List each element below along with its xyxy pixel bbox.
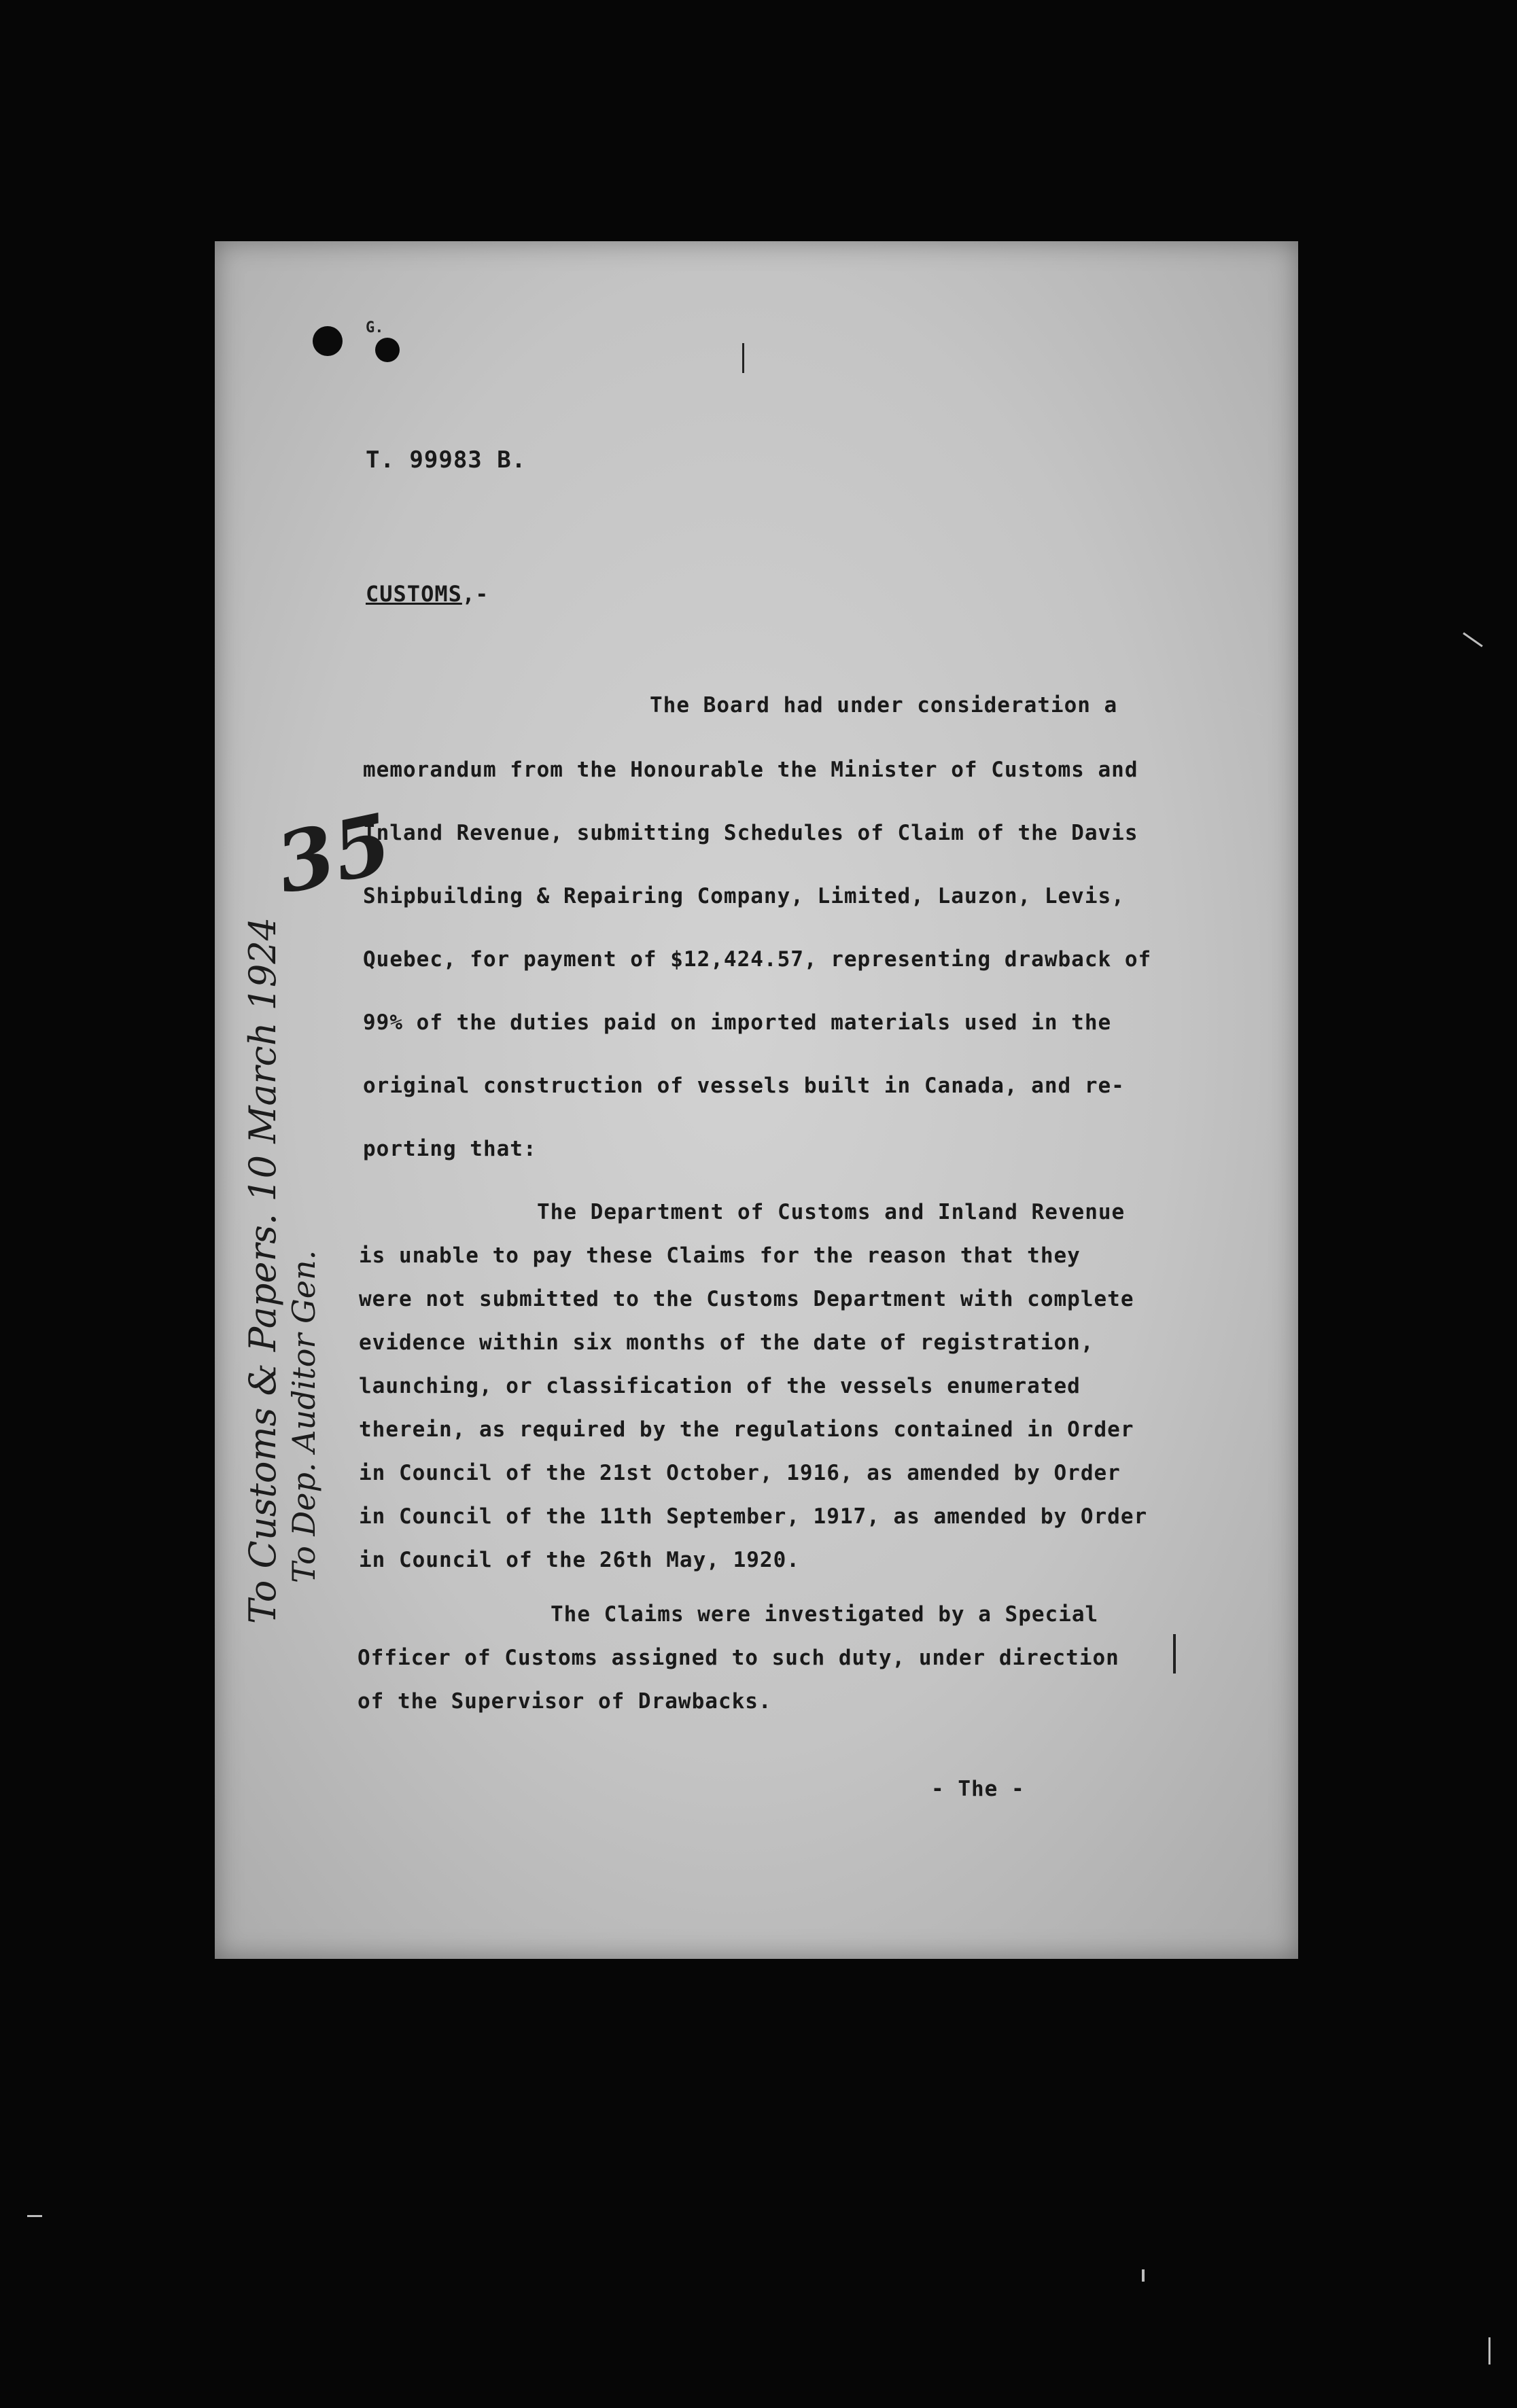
handwritten-routing-note-secondary: To Dep. Auditor Gen. — [285, 1250, 322, 1583]
film-speck — [1142, 2269, 1145, 2282]
body-line: therein, as required by the regulations contained in Order — [359, 1417, 1134, 1442]
body-line: 99% of the duties paid on imported materials used in the — [363, 1010, 1112, 1035]
body-line: were not submitted to the Customs Department with complete — [359, 1287, 1134, 1311]
film-speck — [27, 2215, 42, 2217]
body-line: in Council of the 21st October, 1916, as amended by Order — [359, 1461, 1121, 1485]
handwritten-number: 35 — [268, 795, 400, 913]
handwritten-routing-note: To Customs & Papers. 10 March 1924 — [241, 917, 284, 1624]
file-reference: T. 99983 B. — [366, 446, 527, 474]
catchword: - The - — [931, 1777, 1025, 1801]
body-line: launching, or classification of the vessels enumerated — [359, 1374, 1081, 1398]
margin-mark — [1173, 1634, 1176, 1674]
punch-hole — [313, 326, 343, 356]
body-line: memorandum from the Honourable the Minister of Customs and — [363, 758, 1138, 782]
body-line: Officer of Customs assigned to such duty, under direction — [358, 1646, 1119, 1670]
body-line: evidence within six months of the date of registration, — [359, 1330, 1094, 1355]
body-line: Inland Revenue, submitting Schedules of Claim of the Davis — [363, 821, 1138, 845]
punch-hole — [375, 338, 400, 362]
body-line: The Board had under consideration a — [650, 693, 1118, 718]
body-line: original construction of vessels built in Canada, and re- — [363, 1074, 1125, 1098]
heading-text: CUSTOMS — [366, 581, 462, 607]
crease-mark — [742, 343, 744, 373]
body-line: of the Supervisor of Drawbacks. — [358, 1689, 772, 1714]
body-line: in Council of the 26th May, 1920. — [359, 1548, 800, 1572]
corner-mark: G. — [366, 319, 384, 336]
document-page — [215, 241, 1298, 1959]
body-line: is unable to pay these Claims for the reason that they — [359, 1243, 1081, 1268]
body-line: Quebec, for payment of $12,424.57, representing drawback of — [363, 947, 1152, 972]
body-line: The Department of Customs and Inland Revenue — [537, 1200, 1126, 1224]
body-line: Shipbuilding & Repairing Company, Limited, Lauzon, Levis, — [363, 884, 1125, 908]
film-speck — [1488, 2337, 1490, 2365]
heading-suffix: ,- — [461, 582, 489, 607]
section-heading — [366, 581, 489, 607]
body-line: in Council of the 11th September, 1917, as amended by Order — [359, 1504, 1148, 1529]
body-line: The Claims were investigated by a Special — [551, 1602, 1099, 1627]
body-line: porting that: — [363, 1137, 537, 1161]
